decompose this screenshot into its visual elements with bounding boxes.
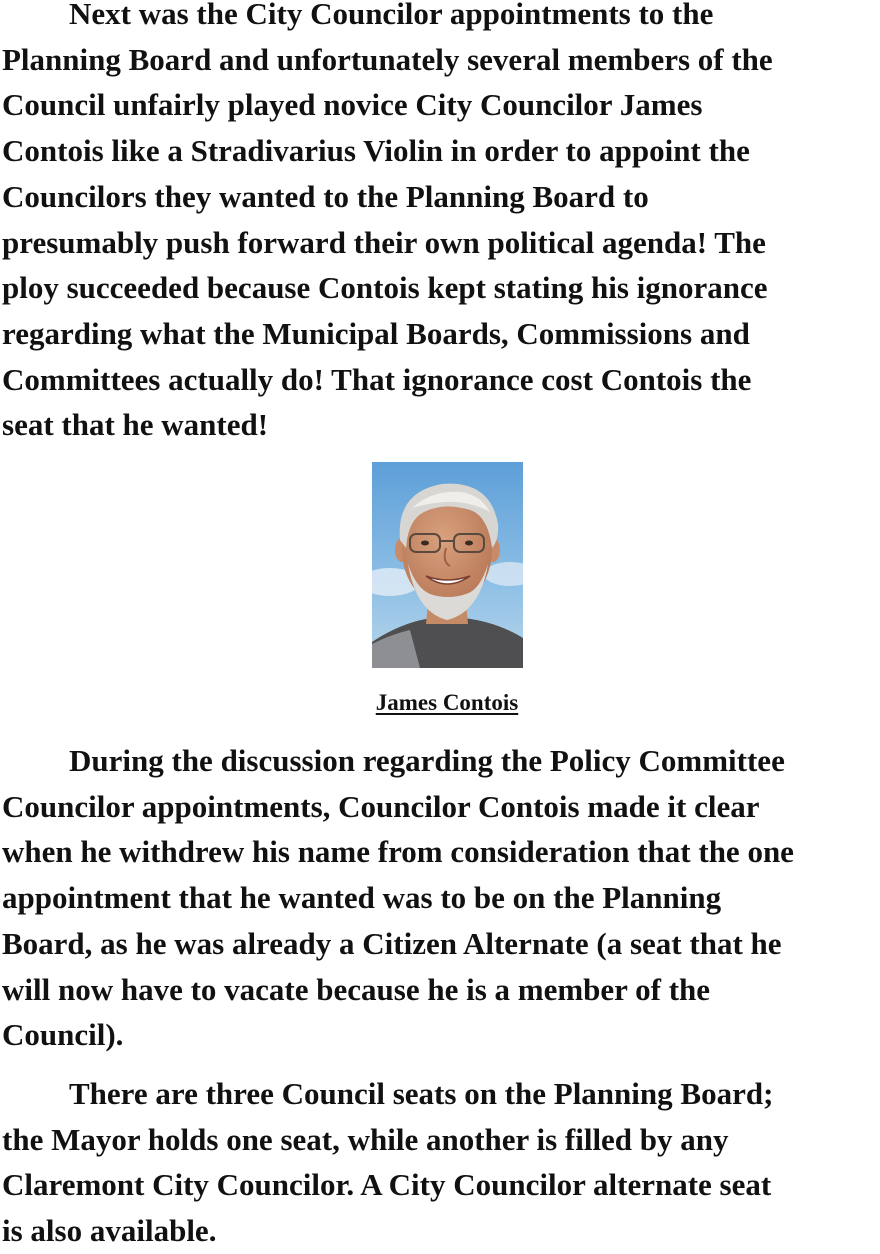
text-line: Councilors they wanted to the Planning Board to (2, 178, 649, 214)
text-line: Contois like a Stradivarius Violin in order to appoint the (2, 133, 750, 169)
paragraph-council-seats (2, 1071, 880, 1254)
text-line: Claremont City Councilor. A City Councilor alternate seat (2, 1167, 772, 1203)
text-line: Council). (2, 1017, 124, 1053)
text-line: regarding what the Municipal Boards, Commissions and (2, 315, 750, 351)
text-line: Planning Board and unfortunately several members of the (2, 41, 773, 77)
text-line: will now have to vacate because he is a member of the (2, 971, 711, 1007)
text-line: is also available. (2, 1213, 217, 1249)
text-line: the Mayor holds one seat, while another is filled by any (2, 1121, 729, 1157)
text-line: Committees actually do! That ignorance cost Contois the (2, 361, 752, 397)
paragraph-planning-board-appointments (2, 0, 880, 448)
text-line: when he withdrew his name from consideration that the one (2, 834, 794, 870)
text-line: appointment that he wanted was to be on the Planning (2, 880, 722, 916)
text-line: During the discussion regarding the Policy Committee (69, 743, 785, 778)
text-line: There are three Council seats on the Planning Board; (69, 1076, 774, 1111)
text-line: seat that he wanted! (2, 407, 269, 443)
text-line: presumably push forward their own political agenda! The (2, 224, 766, 260)
text-line: Next was the City Councilor appointments to the (69, 0, 714, 31)
paragraph-policy-committee-discussion (2, 738, 880, 1058)
portrait-photo (372, 462, 523, 668)
text-line: Council unfairly played novice City Councilor James (2, 87, 703, 123)
photo-caption: James Contois (375, 690, 519, 715)
text-line: Councilor appointments, Councilor Contois made it clear (2, 788, 760, 824)
text-line: Board, as he was already a Citizen Alternate (a seat that he (2, 925, 782, 961)
text-line: ploy succeeded because Contois kept stating his ignorance (2, 270, 768, 306)
